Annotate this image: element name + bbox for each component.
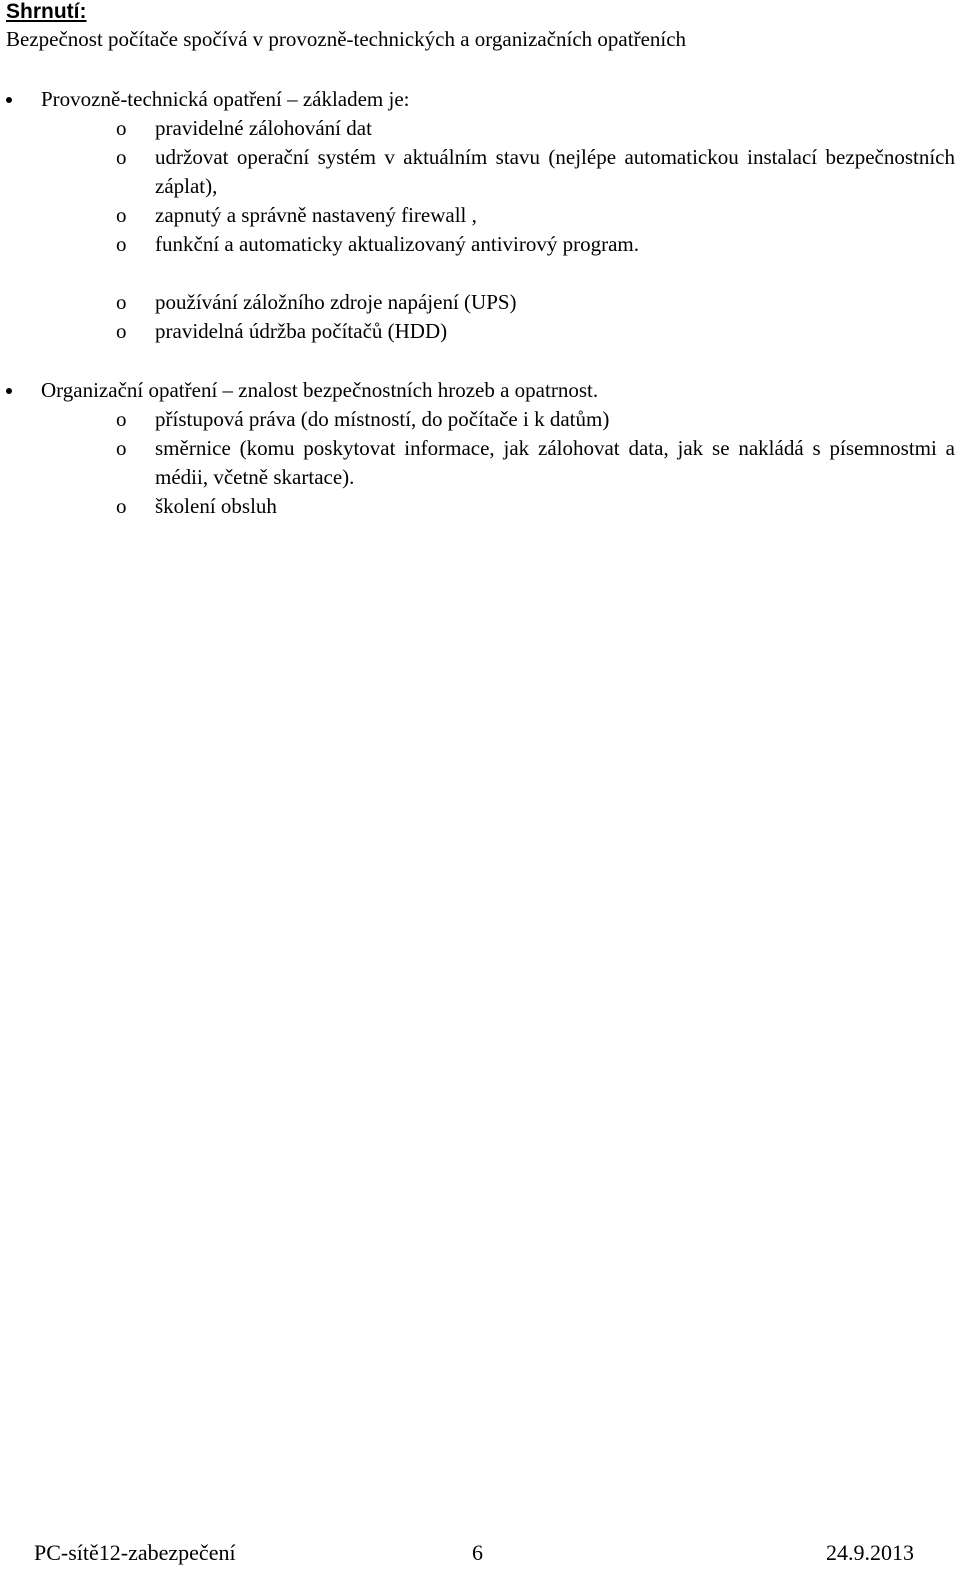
list-item-text: školení obsluh	[155, 494, 277, 518]
bullet-o-icon: o	[116, 290, 127, 314]
summary-subtitle: Bezpečnost počítače spočívá v provozně-technických a organizačních opatřeních	[6, 27, 687, 51]
section-title: Organizační opatření – znalost bezpečnostních hrozeb a opatrnost.	[41, 378, 599, 402]
section-title: Provozně-technická opatření – základem je:	[41, 87, 410, 111]
bullet-o-icon: o	[116, 203, 127, 227]
bullet-o-icon: o	[116, 232, 127, 256]
list-item-text: používání záložního zdroje napájení (UPS)	[155, 290, 517, 314]
list-item-text: směrnice (komu poskytovat informace, jak zálohovat data, jak se nakládá s písemnostmi a médii, včetně skartace).	[155, 436, 955, 489]
list-item-text: pravidelné zálohování dat	[155, 116, 372, 140]
footer-document-name: PC-sítě12-zabezpečení	[34, 1540, 236, 1565]
list-item-text: funkční a automaticky aktualizovaný antivirový program.	[155, 232, 640, 256]
bullet-o-icon: o	[116, 319, 127, 343]
bullet-o-icon: o	[116, 145, 127, 169]
page-footer	[0, 1538, 960, 1568]
bullet-dot-icon	[6, 388, 12, 394]
bullet-o-icon: o	[116, 407, 127, 431]
list-item-text: udržovat operační systém v aktuálním stavu (nejlépe automatickou instalací bezpečnostních záplat),	[155, 145, 955, 198]
bullet-o-icon: o	[116, 494, 127, 518]
summary-heading: Shrnutí:	[6, 0, 87, 23]
footer-date: 24.9.2013	[826, 1540, 914, 1565]
list-item-text: pravidelná údržba počítačů (HDD)	[155, 319, 448, 343]
list-item-text: přístupová práva (do místností, do počítače i k datům)	[155, 407, 610, 431]
list-item-text: zapnutý a správně nastavený firewall ,	[155, 203, 477, 227]
bullet-o-icon: o	[116, 436, 127, 460]
footer-page-number: 6	[472, 1540, 483, 1565]
bullet-o-icon: o	[116, 116, 127, 140]
bullet-dot-icon	[6, 97, 12, 103]
